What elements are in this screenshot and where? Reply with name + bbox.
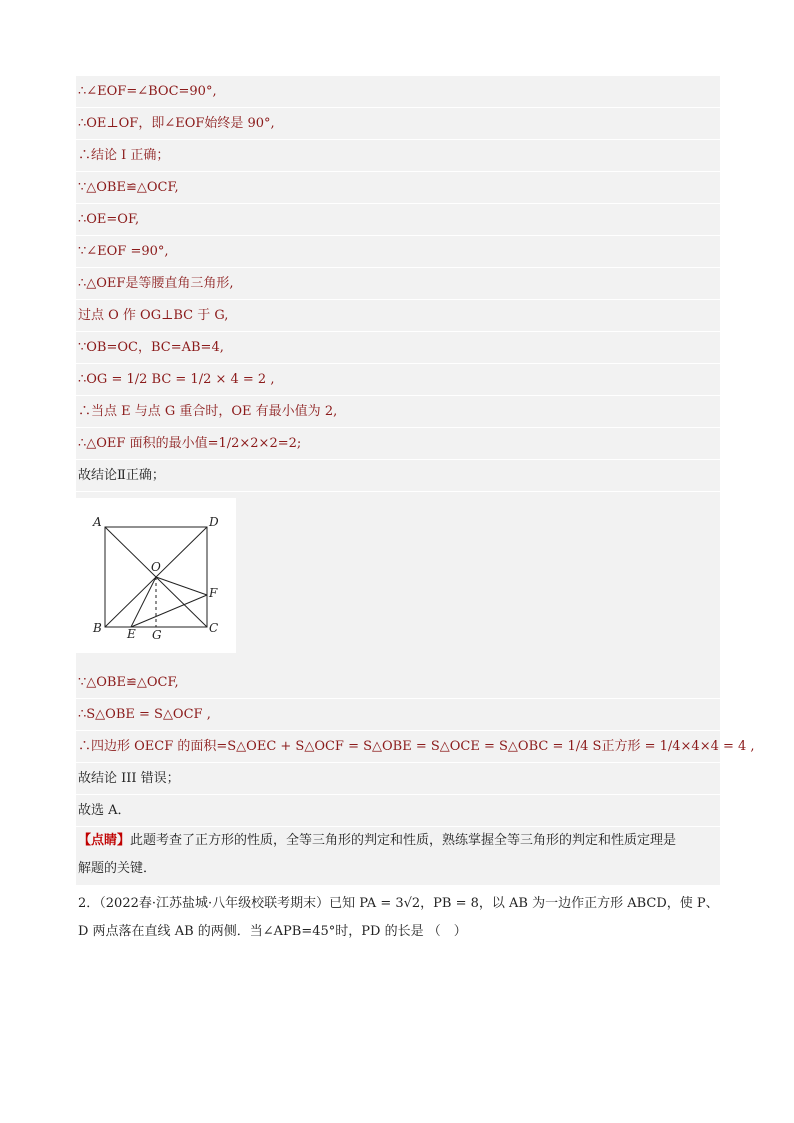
label-o: O (151, 560, 161, 574)
page-content (76, 76, 755, 946)
label-a: A (93, 515, 102, 529)
segment-of (156, 577, 207, 595)
label-e: E (127, 627, 136, 641)
solution-line-6: ∵∠EOF =90°, (76, 236, 720, 268)
label-f: F (209, 586, 218, 600)
solution-line-11: ∴当点 E 与点 G 重合时，OE 有最小值为 2, (76, 396, 720, 428)
segment-ef (131, 595, 207, 627)
solution-line-b-4: 故结论 III 错误； (76, 763, 720, 795)
problem-2 (76, 890, 720, 946)
label-g: G (152, 628, 162, 642)
solution-line-10: ∴OG = 1/2 BC = 1/2 × 4 = 2 , (76, 364, 720, 396)
solution-line-4: ∵△OBE≌△OCF, (76, 172, 720, 204)
solution-line-9: ∵OB=OC，BC=AB=4, (76, 332, 720, 364)
solution-line-12: ∴△OEF 面积的最小值=1/2×2×2=2; (76, 428, 720, 460)
solution-line-7: ∴△OEF是等腰直角三角形, (76, 268, 720, 300)
label-b: B (93, 621, 102, 635)
solution-block (76, 76, 755, 886)
comment-tag: 【点睛】 (78, 833, 131, 848)
solution-line-b-5: 故选 A． (76, 795, 720, 827)
label-c: C (209, 621, 219, 635)
solution-lines-part1 (76, 76, 720, 492)
problem-2-line-2: D 两点落在直线 AB 的两侧．当∠APB=45°时，PD 的长是 （ ） (78, 924, 467, 939)
solution-line-8: 过点 O 作 OG⊥BC 于 G, (76, 300, 720, 332)
comment-block (76, 827, 720, 886)
comment-text-2: 解题的关键． (78, 861, 157, 876)
solution-line-1: ∴∠EOF=∠BOC=90°, (76, 76, 720, 108)
solution-line-b-1: ∵△OBE≌△OCF, (76, 667, 720, 699)
comment-text: 此题考查了正方形的性质，全等三角形的判定和性质，熟练掌握全等三角形的判定和性质定理是 (130, 833, 677, 848)
segment-oe (131, 577, 156, 627)
solution-line-b-3: ∴四边形 OECF 的面积=S△OEC + S△OCF = S△OBE = S△OCE = S△OBC = 1/4 S正方形 = 1/4×4×4 = 4 , (76, 731, 720, 763)
solution-line-b-2: ∴S△OBE = S△OCF , (76, 699, 720, 731)
problem-2-line-1: 2．（2022春·江苏盐城·八年级校联考期末）已知 PA = 3√2，PB = 8，以 AB 为一边作正方形 ABCD，使 P、 (78, 896, 719, 911)
solution-line-13: 故结论Ⅱ正确； (76, 460, 720, 492)
solution-lines-part2 (76, 667, 755, 827)
solution-line-3: ∴结论 I 正确； (76, 140, 720, 172)
label-d: D (209, 515, 219, 529)
square-figure (76, 498, 236, 653)
solution-line-5: ∴OE=OF, (76, 204, 720, 236)
solution-line-2: ∴OE⊥OF，即∠EOF始终是 90°, (76, 108, 720, 140)
figure-container (76, 492, 720, 667)
